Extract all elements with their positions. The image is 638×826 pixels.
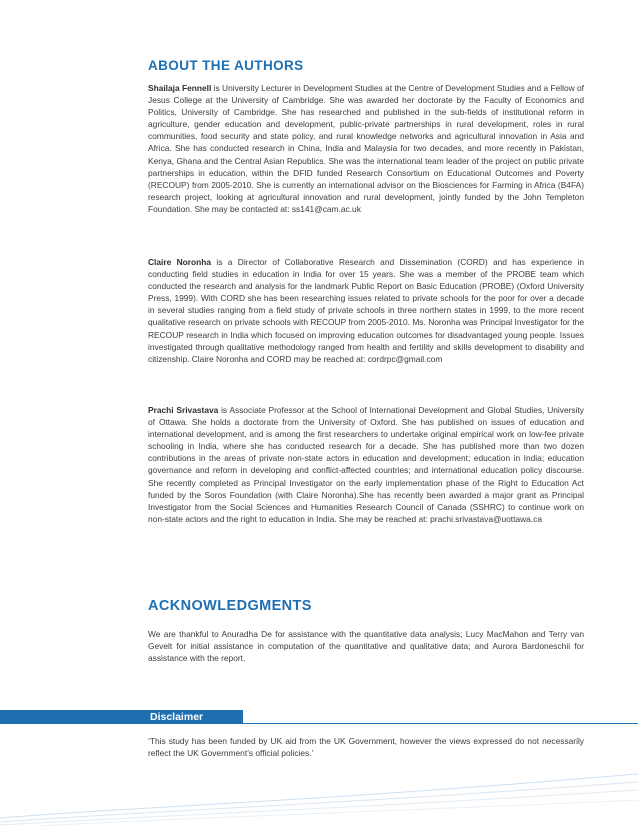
author-bio-srivastava (148, 404, 584, 525)
author-bio-text: is a Director of Collaborative Research and Dissemination (CORD) and has experience in conducting field studies in education in India for over 15 years. She was a member of the PROBE team which conducted the research and analysis for the landmark Public Report on Basic Education (PROBE) (Oxford University Press, 1999). With CORD she has been researching issues related to private schools for the poor for over a decade in several studies ranging from a field study of private schools in three northern states in 1999, to the more recent qualitative research on private schools with RECOUP from 2005-2010. Ms. Noronha was Principal Investigator for the RECOUP research in India which focused on improving education outcomes for disadvantaged young people. Issues investigated through qualitative methodology ranged from health and fertility and skills development to disability and citizenship. Claire Noronha and CORD may be reached at: cordrpc@gmail.com (148, 257, 584, 364)
acknowledgments-text: We are thankful to Anuradha De for assistance with the quantitative data analysis; Lucy MacMahon and Terry van Gevelt for initial assistance in computation of the quantitative and qualitative data; and Aurora Bardoneschii for assistance with the report. (148, 629, 584, 664)
disclaimer-label: Disclaimer (150, 711, 204, 723)
author-name: Prachi Srivastava (148, 405, 219, 415)
author-name: Shailaja Fennell (148, 83, 212, 93)
disclaimer-rule (243, 723, 638, 724)
author-bio-fennell (148, 82, 584, 215)
author-name: Claire Noronha (148, 257, 212, 267)
decorative-wave-lines (0, 756, 638, 826)
disclaimer-bar (0, 710, 243, 724)
about-authors-heading: ABOUT THE AUTHORS (148, 58, 304, 73)
author-bio-noronha (148, 256, 584, 365)
author-bio-text: is Associate Professor at the School of International Development and Global Studies, University of Ottawa. She holds a doctorate from the University of Oxford. She has published on issues of education and international development, and is among the first researchers to undertake original empirical work on low-fee private schooling in India, where she has conducted research for a decade. She has published more than two dozen contributions in the areas of private non-state actors in education and development; education in India; education governance and reform in developing and conflict-affected countries; and international education policy discourse. She recently completed as Principal Investigator on the early implementation phase of the Right to Education Act funded by the Soros Foundation (with Claire Noronha).She has recently been awarded a major grant as Principal Investigator from the Social Sciences and Humanities Research Council of Canada (SSHRC) to continue work on non-state actors and the right to education in India. She may be reached at: prachi.srivastava@uottawa.ca (148, 405, 584, 524)
disclaimer-text: ‘This study has been funded by UK aid from the UK Government, however the views expressed do not necessarily reflect the UK Government’s official policies.’ (148, 736, 584, 759)
author-bio-text: is University Lecturer in Development Studies at the Centre of Development Studies and a Fellow of Jesus College at the University of Cambridge. She was awarded her doctorate by the Faculty of Economics and Politics, University of Cambridge. She has researched and published in the sub-fields of institutional reform in agriculture, gender education and development, public-private partnerships in rural development, roles in rural communities, food security and state policy, and rural knowledge networks and agricultural innovation in Asia and Africa. She has conducted research in China, India and Malaysia for two decades, and more recently in Pakistan, Kenya, Ghana and the Central Asian Republics. She was the international team leader of the project on public private partnerships in education, within the DFID funded Research Consortium on Educational Outcomes and Poverty (RECOUP) from 2005-2010. She is currently an international advisor on the Biosciences for Farming in Africa (B4FA) research project, looking at agricultural innovation and rural development, jointly funded by the John Templeton Foundation. She may be contacted at: ss141@cam.ac.uk (148, 83, 584, 214)
acknowledgments-heading: ACKNOWLEDGMENTS (148, 598, 312, 614)
